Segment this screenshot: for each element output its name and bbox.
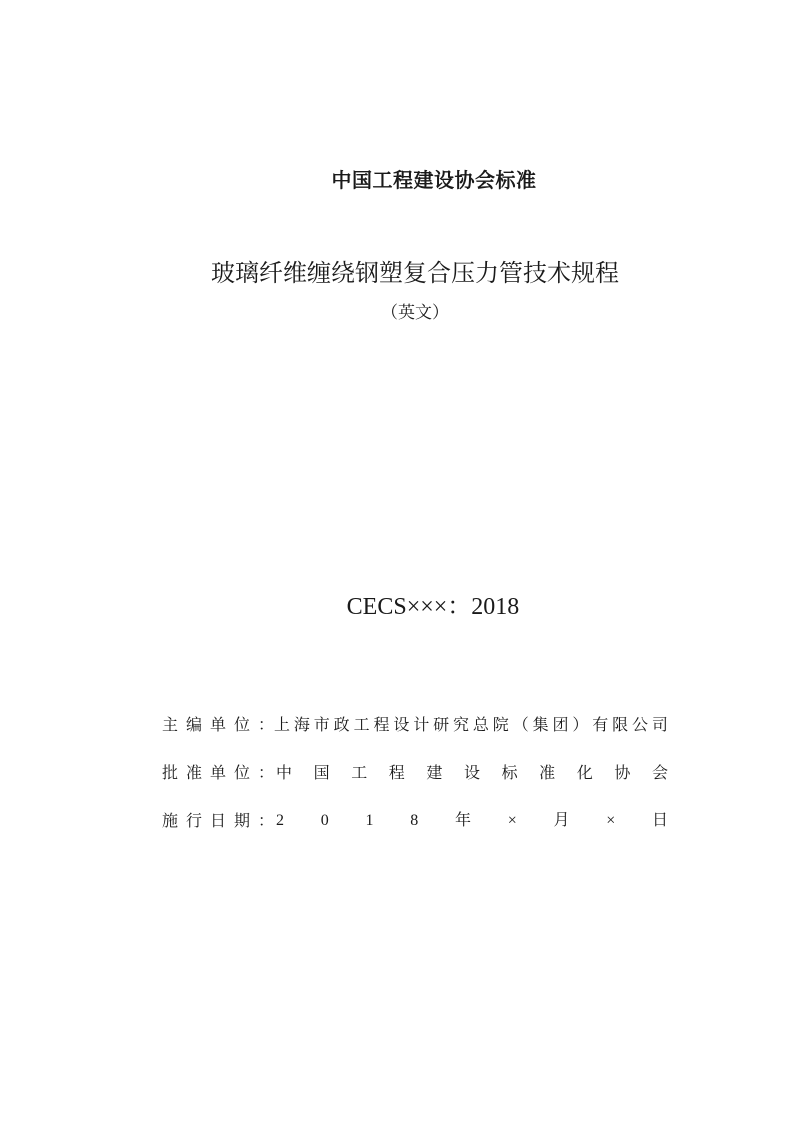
value-char: 集 bbox=[532, 715, 549, 734]
label-char: 准 bbox=[185, 763, 202, 782]
value-char: 标 bbox=[501, 763, 518, 782]
label-char: ： bbox=[257, 715, 274, 734]
label-char: 位 bbox=[233, 763, 250, 782]
label-char: 施 bbox=[162, 811, 179, 830]
value-char: 中 bbox=[276, 763, 293, 782]
value-char: 0 bbox=[320, 812, 329, 829]
document-title: 玻璃纤维缠绕钢塑复合压力管技术规程 bbox=[211, 259, 619, 287]
label-char: 编 bbox=[185, 715, 202, 734]
label-char: ： bbox=[257, 763, 274, 782]
value-char: × bbox=[606, 812, 616, 829]
value-char: 1 bbox=[365, 812, 374, 829]
value-char: 有 bbox=[592, 715, 609, 734]
value-char: 研 bbox=[433, 715, 450, 734]
value-char: （ bbox=[512, 715, 529, 734]
effective-date-row bbox=[162, 809, 668, 833]
editor-value bbox=[274, 713, 668, 737]
value-char: 国 bbox=[313, 763, 330, 782]
value-char: 协 bbox=[614, 763, 631, 782]
value-char: 2 bbox=[276, 812, 284, 829]
value-char: 8 bbox=[410, 812, 419, 829]
value-char: × bbox=[507, 812, 517, 829]
editor-label bbox=[162, 713, 274, 737]
label-char: 日 bbox=[209, 811, 226, 830]
document-subtitle: （英文） bbox=[381, 303, 449, 323]
label-char: ： bbox=[257, 811, 274, 830]
effective-date-value bbox=[274, 809, 668, 833]
value-char: 建 bbox=[426, 763, 443, 782]
value-char: 化 bbox=[576, 763, 593, 782]
value-char: ） bbox=[572, 715, 589, 734]
value-char: 政 bbox=[333, 715, 350, 734]
value-char: 总 bbox=[472, 715, 489, 734]
value-char: 准 bbox=[539, 763, 556, 782]
label-char: 单 bbox=[209, 763, 226, 782]
label-char: 单 bbox=[209, 715, 226, 734]
value-char: 公 bbox=[632, 715, 649, 734]
value-char: 工 bbox=[353, 715, 370, 734]
value-char: 究 bbox=[453, 715, 470, 734]
effective-date-label bbox=[162, 809, 274, 833]
value-char: 年 bbox=[454, 812, 471, 829]
organization-title: 中国工程建设协会标准 bbox=[331, 168, 537, 192]
label-char: 行 bbox=[185, 811, 202, 830]
value-char: 团 bbox=[552, 715, 569, 734]
label-char: 主 bbox=[162, 715, 179, 734]
value-char: 限 bbox=[612, 715, 629, 734]
value-char: 日 bbox=[651, 812, 668, 829]
value-char: 司 bbox=[651, 715, 668, 734]
label-char: 批 bbox=[162, 763, 179, 782]
approver-value bbox=[274, 761, 668, 785]
approver-label bbox=[162, 761, 274, 785]
value-char: 计 bbox=[413, 715, 430, 734]
value-char: 海 bbox=[293, 715, 310, 734]
value-char: 程 bbox=[373, 715, 390, 734]
value-char: 设 bbox=[393, 715, 410, 734]
label-char: 期 bbox=[233, 811, 250, 830]
value-char: 工 bbox=[351, 763, 368, 782]
value-char: 程 bbox=[388, 763, 405, 782]
label-char: 位 bbox=[233, 715, 250, 734]
editor-row bbox=[162, 713, 668, 737]
value-char: 月 bbox=[553, 812, 570, 829]
standard-code: CECS×××：2018 bbox=[346, 594, 520, 620]
value-char: 市 bbox=[313, 715, 330, 734]
value-char: 设 bbox=[463, 763, 480, 782]
value-char: 上 bbox=[274, 715, 291, 734]
approver-row bbox=[162, 761, 668, 785]
value-char: 会 bbox=[651, 763, 668, 782]
value-char: 院 bbox=[492, 715, 509, 734]
